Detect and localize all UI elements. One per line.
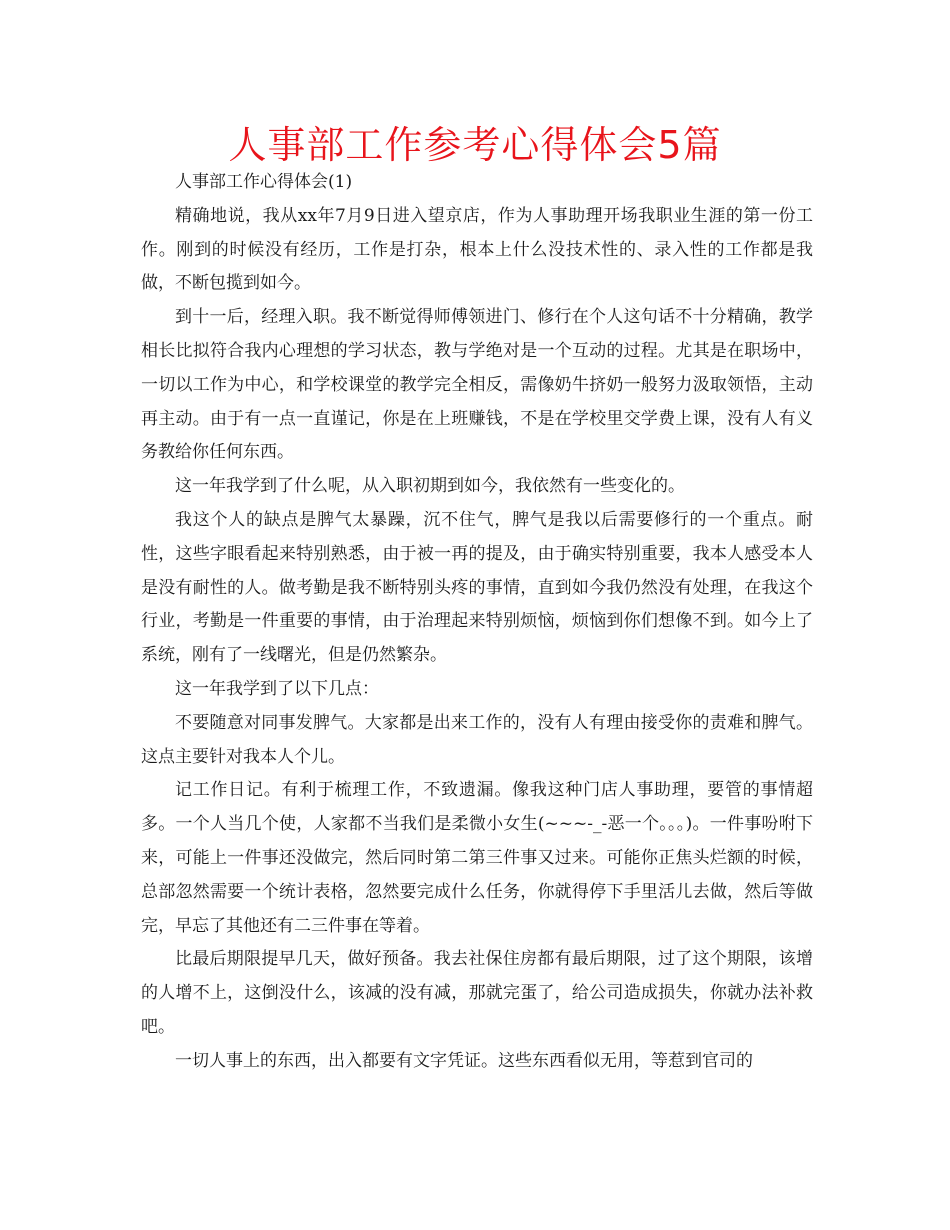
paragraph: 到十一后，经理入职。我不断觉得师傅领进门、修行在个人这句话不十分精确，教学相长比拟符合我内心理想的学习状态，教与学绝对是一个互动的过程。尤其是在职场中，一切以工作为中心，和学校课堂的教学完全相反，需像奶牛挤奶一般努力汲取领悟，主动再主动。由于有一点一直谨记，你是在上班赚钱，不是在学校里交学费上课，没有人有义务教给你任何东西。 (141, 307, 813, 463)
paragraph: 这一年我学到了以下几点： (175, 678, 379, 699)
paragraph: 一切人事上的东西，出入都要有文字凭证。这些东西看似无用，等惹到官司的 (175, 1050, 753, 1071)
paragraph: 比最后期限提早几天，做好预备。我去社保住房都有最后期限，过了这个期限，该增的人增不上，这倒没什么，该减的没有减，那就完蛋了，给公司造成损失，你就办法补救吧。 (141, 949, 813, 1037)
document-body (141, 166, 813, 1079)
paragraph: 不要随意对同事发脾气。大家都是出来工作的，没有人有理由接受你的责难和脾气。这点主要针对我本人个儿。 (141, 712, 813, 767)
section-heading: 人事部工作心得体会(1) (175, 172, 353, 192)
document-title: 人事部工作参考心得体会5篇 (228, 123, 722, 167)
paragraph: 精确地说，我从xx年7月9日进入望京店，作为人事助理开场我职业生涯的第一份工作。刚到的时候没有经历，工作是打杂，根本上什么没技术性的、录入性的工作都是我做，不断包揽到如今。 (141, 205, 813, 294)
paragraph: 这一年我学到了什么呢，从入职初期到如今，我依然有一些变化的。 (175, 476, 685, 497)
paragraph: 我这个人的缺点是脾气太暴躁，沉不住气，脾气是我以后需要修行的一个重点。耐性，这些字眼看起来特别熟悉，由于被一再的提及，由于确实特别重要，我本人感受本人是没有耐性的人。做考勤是我不断特别头疼的事情，直到如今我仍然没有处理，在我这个行业，考勤是一件重要的事情，由于治理起来特别烦恼，烦恼到你们想像不到。如今上了系统，刚有了一线曙光，但是仍然繁杂。 (141, 509, 813, 666)
paragraph: 记工作日记。有利于梳理工作，不致遗漏。像我这种门店人事助理，要管的事情超多。一个人当几个使，人家都不当我们是柔微小女生(~~~-_-恶一个。。。)。一件事吩咐下来，可能上一件事还没做完，然后同时第二第三件事又过来。可能你正焦头烂额的时候，总部忽然需要一个统计表格，忽然要完成什么任务，你就得停下手里活儿去做，然后等做完，早忘了其他还有二三件事在等着。 (141, 780, 813, 936)
